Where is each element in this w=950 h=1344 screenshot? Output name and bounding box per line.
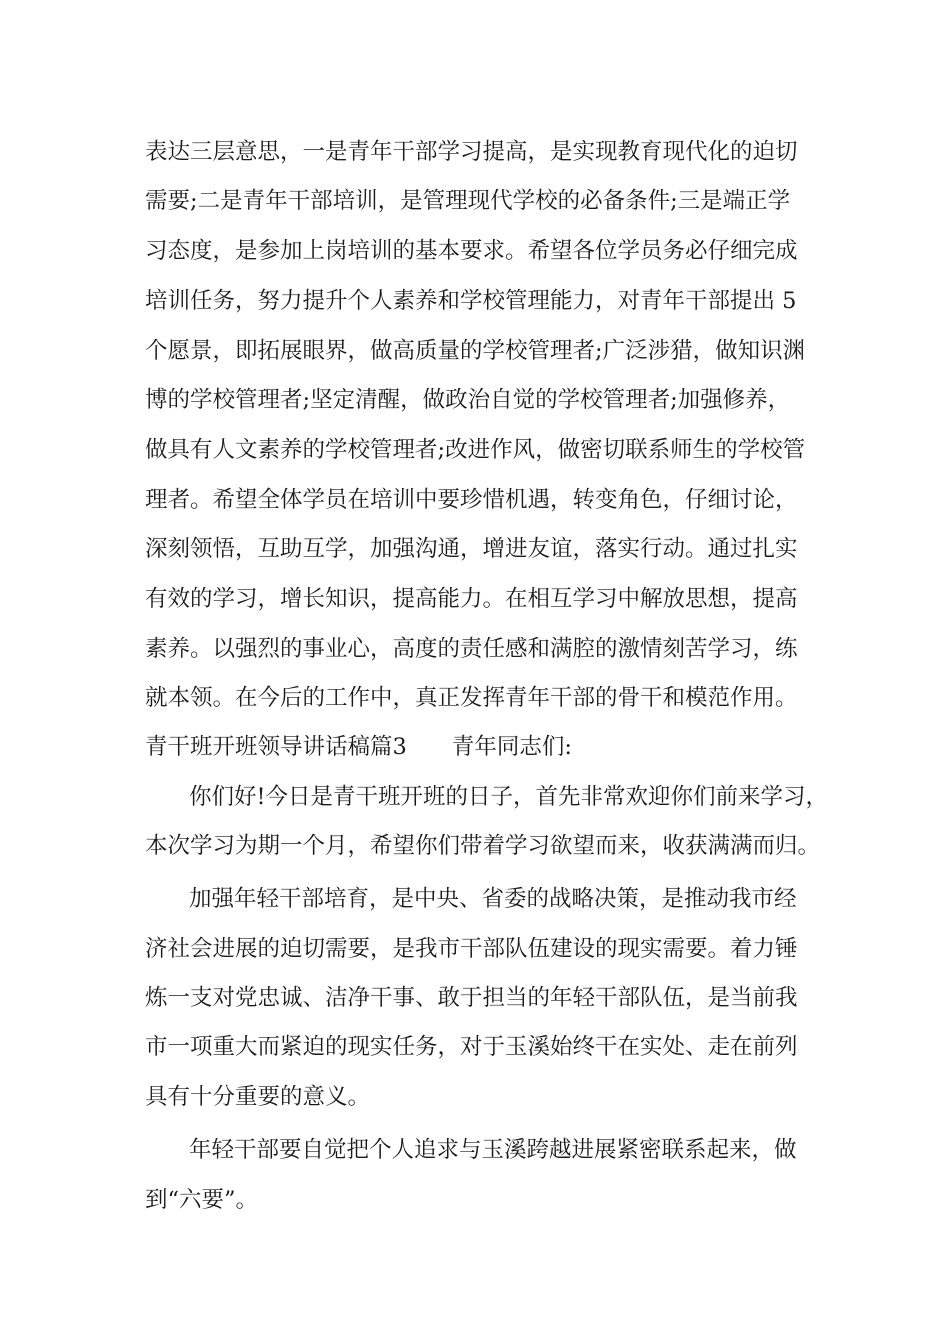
text-line: 素养。以强烈的事业心，高度的责任感和满腔的激情刻苦学习，练 [145,636,798,662]
text-line: 需要;二是青年干部培训，是管理现代学校的必备条件;三是端正学 [145,188,791,214]
text-line: 有效的学习，增长知识，提高能力。在相互学习中解放思想，提高 [145,586,798,612]
text-line: 个愿景，即拓展眼界，做高质量的学校管理者;广泛涉猎，做知识渊 [145,338,806,364]
text-line: 本次学习为期一个月，希望你们带着学习欲望而来，收获满满而归。 [145,833,821,859]
text-line: 济社会进展的迫切需要，是我市干部队伍建设的现实需要。着力锤 [145,936,798,962]
text-line: 理者。希望全体学员在培训中要珍惜机遇，转变角色，仔细讨论， [145,487,798,513]
paragraph-first-line: 你们好!今日是青干班开班的日子，首先非常欢迎你们前来学习， [189,784,829,810]
paragraph-first-line: 年轻干部要自觉把个人追求与玉溪跨越进展紧密联系起来，做 [189,1137,797,1163]
text-line: 做具有人文素养的学校管理者;改进作风，做密切联系师生的学校管 [145,437,806,463]
text-line: 炼一支对党忠诚、洁净干事、敢于担当的年轻干部队伍，是当前我 [145,985,798,1011]
text-line: 博的学校管理者;坚定清醒，做政治自觉的学校管理者;加强修养， [145,387,791,413]
text-line: 到“六要”。 [145,1187,259,1213]
paragraph-first-line: 加强年轻干部培育，是中央、省委的战略决策，是推动我市经 [189,886,797,912]
text-line: 就本领。在今后的工作中，真正发挥青年干部的骨干和模范作用。 [145,685,798,711]
text-line: 表达三层意思，一是青年干部学习提高，是实现教育现代化的迫切 [145,139,798,165]
text-line: 习态度，是参加上岗培训的基本要求。希望各位学员务必仔细完成 [145,238,798,264]
text-line: 培训任务，努力提升个人素养和学校管理能力，对青年干部提出 5 [145,288,797,314]
text-line: 市一项重大而紧迫的现实任务，对于玉溪始终干在实处、走在前列 [145,1034,798,1060]
text-line: 具有十分重要的意义。 [145,1084,371,1110]
section-heading-line: 青干班开班领导讲话稿篇3 青年同志们: [145,734,572,760]
text-line: 深刻领悟，互助互学，加强沟通，增进友谊，落实行动。通过扎实 [145,536,798,562]
